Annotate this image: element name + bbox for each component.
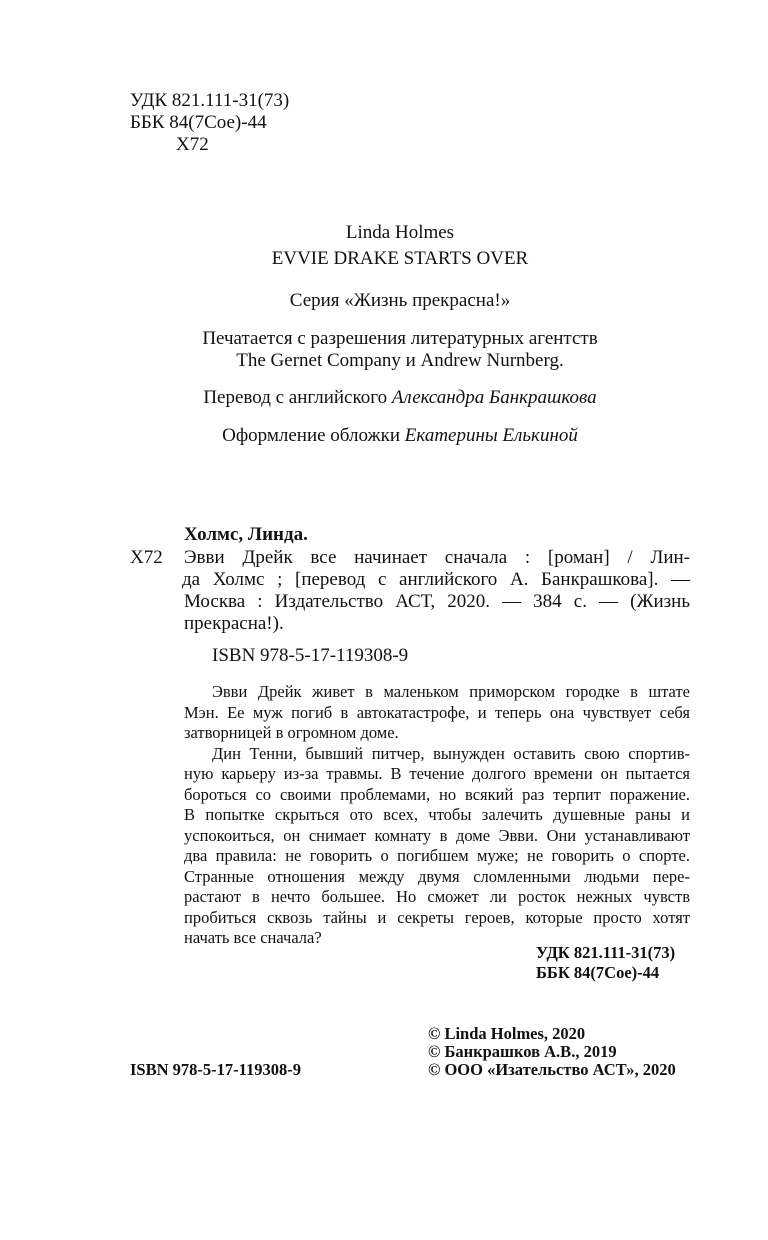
annotation-line: бороться со своими проблемами, но всякий раз терпит поражение.	[184, 784, 690, 804]
annotation-line: растают в нечто большее. Но сможет ли росток нежных чувств	[184, 887, 690, 906]
udk-code: УДК 821.111-31(73)	[130, 90, 290, 111]
permission-line-2: The Gernet Company и Andrew Nurnberg.	[236, 350, 564, 371]
annotation-line: Дин Тенни, бывший питчер, вынужден оставить свою спортив-	[212, 743, 690, 763]
translation-prefix: Перевод с английского	[203, 387, 388, 408]
footer-isbn: ISBN 978-5-17-119308-9	[130, 1060, 301, 1079]
translation-credit	[130, 387, 670, 409]
annotation-line: успокоиться, он снимает комнату в доме Эвви. Они устанавливают	[184, 825, 690, 845]
cover-prefix: Оформление обложки	[222, 425, 401, 446]
bottom-bbk-code: ББК 84(7Сое)-44	[536, 963, 660, 982]
copyright-line: © Linda Holmes, 2020	[428, 1024, 586, 1043]
catalog-description	[184, 547, 690, 635]
annotation-line: ную карьеру из-за травмы. В течение долгого времени он пытается	[184, 764, 690, 783]
catalog-isbn: ISBN 978-5-17-119308-9	[212, 645, 409, 666]
cover-designer-name: Екатерины Елькиной	[404, 425, 578, 446]
annotation-line: пробиться сквозь тайны и секреты героев, которые просто хотят	[184, 907, 690, 927]
translator-name: Александра Банкрашкова	[391, 387, 597, 408]
original-title: EVVIE DRAKE STARTS OVER	[271, 248, 529, 269]
catalog-desc-line: прекрасна!).	[184, 613, 284, 634]
copyright-line: © ООО «Изательство АСТ», 2020	[428, 1060, 676, 1079]
annotation-line: Эвви Дрейк живет в маленьком приморском городке в штате	[212, 682, 690, 701]
bottom-udk-code: УДК 821.111-31(73)	[536, 943, 676, 962]
annotation-line: В попытке скрыться ото всех, чтобы залечить душевные раны и	[184, 805, 690, 824]
annotation-line: начать все сначала?	[184, 928, 322, 947]
catalog-mark: Х72	[130, 547, 163, 568]
bbk-code: ББК 84(7Сое)-44	[130, 112, 267, 133]
series-line: Серия «Жизнь прекрасна!»	[289, 290, 511, 311]
annotation-line: Странные отношения между двумя сломленными людьми пере-	[184, 866, 690, 886]
copyright-line: © Банкрашков А.В., 2019	[428, 1042, 617, 1061]
annotation-line: два правила: не говорить о погибшем муже; не говорить о спорте.	[184, 846, 690, 865]
annotation-line: Мэн. Ее муж погиб в автокатастрофе, и теперь она чувствует себя	[184, 702, 690, 722]
catalog-heading: Холмс, Линда.	[184, 524, 308, 545]
cover-credit	[130, 425, 670, 447]
author-mark: Х72	[176, 134, 209, 155]
annotation-line: затворницей в огромном доме.	[184, 723, 399, 742]
annotation	[184, 682, 690, 949]
catalog-desc-line: Эвви Дрейк все начинает сначала : [роман] / Лин-	[184, 547, 690, 568]
catalog-desc-line: да Холмс ; [перевод с английского А. Банкрашкова]. —	[182, 569, 690, 590]
original-author: Linda Holmes	[345, 222, 455, 243]
permission-line-1: Печатается с разрешения литературных агентств	[202, 328, 598, 349]
catalog-desc-line: Москва : Издательство АСТ, 2020. — 384 с. — (Жизнь	[184, 591, 690, 612]
